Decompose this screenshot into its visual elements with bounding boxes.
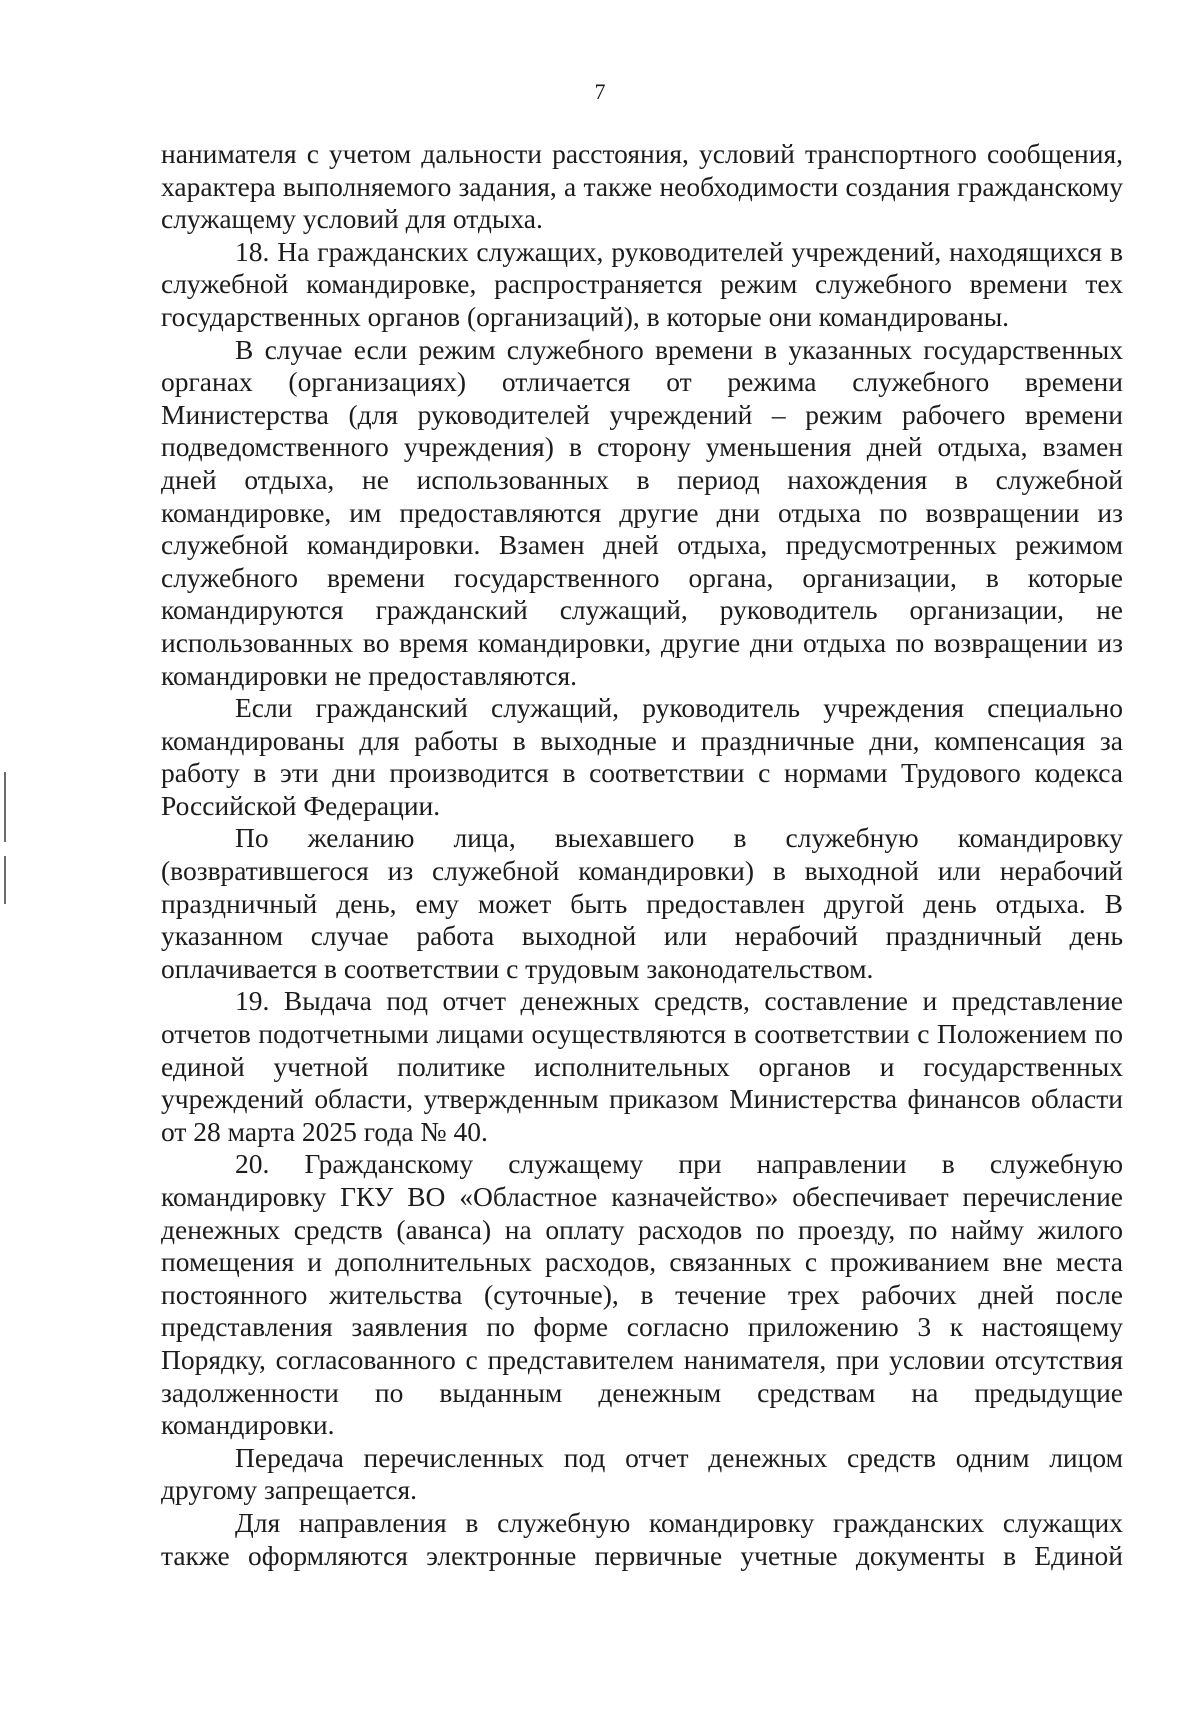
paragraph-rest-day-regime: В случае если режим служебного времени в указанных государственных органах (организациях) отличается от режима служебного времени Министерства (для руководителей учреждений – режим рабочего времени подведомственного учреждения) в сторону уменьшения дней отдыха, взамен дней отдыха, не использованных в период нахождения в служебной командировке, им предоставляются другие дни отдыха по возвращении из служебной командировки. Взамен дней отдыха, предусмотренных режимом служебного времени государственного органа, организации, в которые командируются гражданский служащий, руководитель организации, не использованных во время командировки, другие дни отдыха по возвращении из командировки не предоставляются. [161,333,1123,691]
paragraph-19: 19. Выдача под отчет денежных средств, составление и представление отчетов подотчетными лицами осуществляются в соответствии с Положением по единой учетной политике исполнительных органов и государственных учреждений области, утвержденным приказом Министерства финансов области от 28 марта 2025 года № 40. [161,985,1123,1147]
paragraph-continuation: нанимателя с учетом дальности расстояния, условий транспортного сообщения, характера выполняемого задания, а также необходимости создания гражданскому служащему условий для отдыха. [161,138,1123,235]
scan-edge-mark [4,856,6,904]
paragraph-transfer-prohibited: Передача перечисленных под отчет денежных средств одним лицом другому запрещается. [161,1441,1123,1506]
paragraph-electronic-documents: Для направления в служебную командировку гражданских служащих также оформляются электронные первичные учетные документы в Единой [161,1506,1123,1571]
scan-edge-mark [4,772,6,842]
paragraph-20: 20. Гражданскому служащему при направлении в служебную командировку ГКУ ВО «Областное казначейство» обеспечивает перечисление денежных средств (аванса) на оплату расходов по проезду, по найму жилого помещения и дополнительных расходов, связанных с проживанием вне места постоянного жительства (суточные), в течение трех рабочих дней после представления заявления по форме согласно приложению 3 к настоящему Порядку, согласованного с представителем нанимателя, при условии отсутствия задолженности по выданным денежным средствам на предыдущие командировки. [161,1148,1123,1441]
paragraph-18: 18. На гражданских служащих, руководителей учреждений, находящихся в служебной командировке, распространяется режим служебного времени тех государственных органов (организаций), в которые они командированы. [161,235,1123,332]
document-body [161,138,1123,1572]
paragraph-day-off-request: По желанию лица, выехавшего в служебную командировку (возвратившегося из служебной командировки) в выходной или нерабочий праздничный день, ему может быть предоставлен другой день отдыха. В указанном случае работа выходной или нерабочий праздничный день оплачивается в соответствии с трудовым законодательством. [161,822,1123,984]
paragraph-holiday-work: Если гражданский служащий, руководитель учреждения специально командированы для работы в выходные и праздничные дни, компенсация за работу в эти дни производится в соответствии с нормами Трудового кодекса Российской Федерации. [161,692,1123,821]
page-number: 7 [594,79,606,104]
